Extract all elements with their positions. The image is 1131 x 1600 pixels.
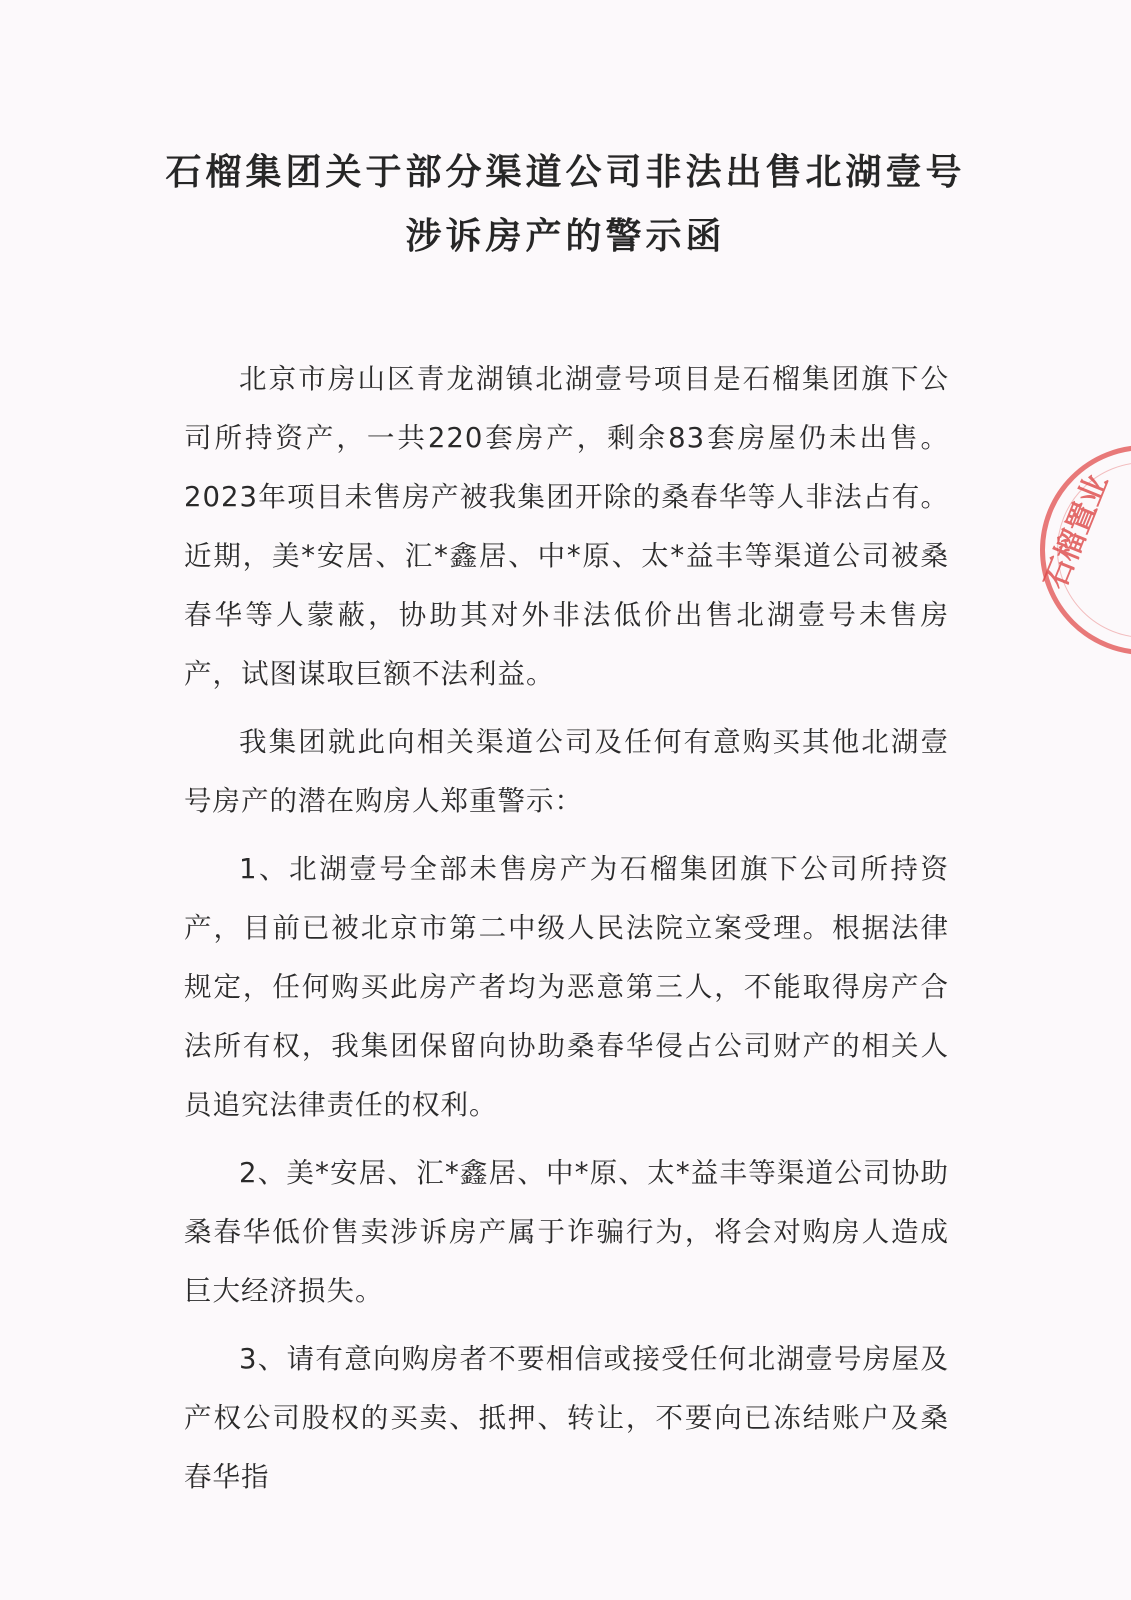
document-title-line-2: 涉诉房产的警示函 (405, 215, 726, 257)
paragraph-point-1: 1、北湖壹号全部未售房产为石榴集团旗下公司所持资产，目前已被北京市第二中级人民法院立案受理。根据法律规定，任何购买此房产者均为恶意第三人，不能取得房产合法所有权，我集团保留向协助桑春华侵占公司财产的相关人员追究法律责任的权利。 (184, 853, 949, 1121)
company-seal-stamp (1037, 445, 1131, 655)
paragraph-point-3: 3、请有意向购房者不要相信或接受任何北湖壹号房屋及产权公司股权的买卖、抵押、转让，不要向已冻结账户及桑春华指 (184, 1343, 949, 1493)
document-title-line-1: 石榴集团关于部分渠道公司非法出售北湖壹号 (165, 151, 966, 193)
document-body (184, 350, 949, 1516)
seal-text: 石榴置业 (1037, 469, 1116, 594)
paragraph-warning-lead: 我集团就此向相关渠道公司及任何有意购买其他北湖壹号房产的潜在购房人郑重警示： (184, 726, 949, 817)
paragraph-intro: 北京市房山区青龙湖镇北湖壹号项目是石榴集团旗下公司所持资产，一共220套房产，剩余83套房屋仍未出售。2023年项目未售房产被我集团开除的桑春华等人非法占有。近期，美*安居、汇*鑫居、中*原、太*益丰等渠道公司被桑春华等人蒙蔽，协助其对外非法低价出售北湖壹号未售房产，试图谋取巨额不法利益。 (184, 363, 949, 690)
paragraph-point-2: 2、美*安居、汇*鑫居、中*原、太*益丰等渠道公司协助桑春华低价售卖涉诉房产属于诈骗行为，将会对购房人造成巨大经济损失。 (184, 1157, 949, 1307)
